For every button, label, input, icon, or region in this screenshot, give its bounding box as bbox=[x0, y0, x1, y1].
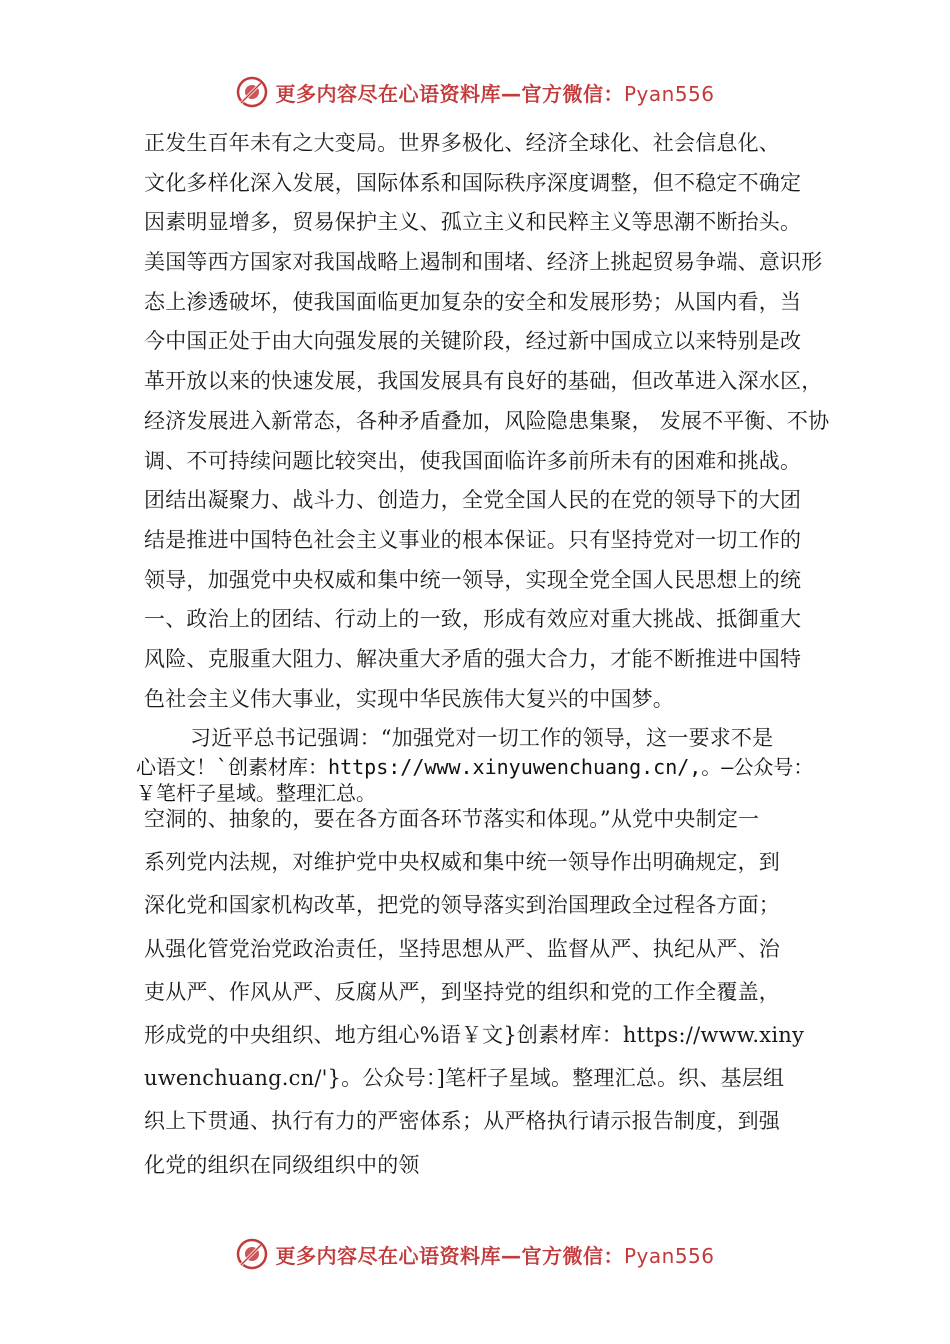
text-line: 织上下贯通、执行有力的严密体系；从严格执行请示报告制度，到强 bbox=[144, 1109, 780, 1134]
text-line: 调、不可持续问题比较突出，使我国面临许多前所未有的困难和挑战。 bbox=[144, 448, 802, 473]
text-line: 团结出凝聚力、战斗力、创造力，全党全国人民的在党的领导下的大团 bbox=[144, 488, 802, 513]
text-line: 因素明显增多，贸易保护主义、孤立主义和民粹主义等思潮不断抬头。 bbox=[144, 210, 802, 235]
text-line: 深化党和国家机构改革，把党的领导落实到治国理政全过程各方面； bbox=[144, 893, 780, 918]
text-line: 美国等西方国家对我国战略上遏制和围堵、经济上挑起贸易争端、意识形 bbox=[144, 250, 823, 275]
document-body bbox=[144, 124, 830, 719]
text-line: 色社会主义伟大事业，实现中华民族伟大复兴的中国梦。 bbox=[144, 686, 674, 711]
text-line: 正发生百年未有之大变局。世界多极化、经济全球化、社会信息化、 bbox=[144, 131, 780, 155]
brand-logo-icon bbox=[235, 1237, 269, 1271]
text-line: 从强化管党治党政治责任，坚持思想从严、监督从严、执纪从严、治 bbox=[144, 936, 780, 961]
document-body-continued bbox=[144, 798, 816, 1187]
indent-paragraph bbox=[144, 719, 816, 759]
text-line-mixed: uwenchuang.cn/'}。公众号：]笔杆子星域。整理汇总。织、基层组 bbox=[144, 1066, 785, 1091]
footer-banner bbox=[0, 1232, 950, 1276]
text-line-mixed: 形成党的中央组织、地方组心%语￥文}创素材库：https://www.xiny bbox=[144, 1022, 805, 1047]
text-line: 经济发展进入新常态，各种矛盾叠加，风险隐患集聚， 发展不平衡、不协 bbox=[144, 408, 830, 433]
text-line: 吏从严、作风从严、反腐从严，到坚持党的组织和党的工作全覆盖， bbox=[144, 979, 780, 1004]
header-banner-text: 更多内容尽在心语资料库—官方微信：Pyan556 bbox=[275, 81, 715, 106]
brand-logo-icon bbox=[235, 75, 269, 109]
text-line: 风险、克服重大阻力、解决重大矛盾的强大合力，才能不断推进中国特 bbox=[144, 646, 802, 671]
text-line: 结是推进中国特色社会主义事业的根本保证。只有坚持党对一切工作的 bbox=[144, 527, 802, 552]
paragraph-start-line: 习近平总书记强调：“加强党对一切工作的领导，这一要求不是 bbox=[190, 726, 774, 750]
text-line: 文化多样化深入发展，国际体系和国际秩序深度调整，但不稳定不确定 bbox=[144, 170, 802, 195]
header-wechat-id: Pyan556 bbox=[623, 81, 715, 106]
text-line: 领导，加强党中央权威和集中统一领导，实现全党全国人民思想上的统 bbox=[144, 567, 802, 592]
text-line: 系列党内法规，对维护党中央权威和集中统一领导作出明确规定，到 bbox=[144, 850, 780, 875]
text-line: 空洞的、抽象的，要在各方面各环节落实和体现。”从党中央制定一 bbox=[144, 807, 760, 831]
text-line: 革开放以来的快速发展，我国发展具有良好的基础，但改革进入深水区， bbox=[144, 369, 823, 394]
text-line: 化党的组织在同级组织中的领 bbox=[144, 1152, 420, 1177]
text-line: 心语文！`创素材库：https://www.xinyuwenchuang.cn/,。—公众号： bbox=[136, 755, 814, 779]
footer-wechat-id: Pyan556 bbox=[623, 1243, 715, 1268]
text-line: 一、政治上的团结、行动上的一致，形成有效应对重大挑战、抵御重大 bbox=[144, 607, 802, 632]
text-line: 今中国正处于由大向强发展的关键阶段，经过新中国成立以来特别是改 bbox=[144, 329, 802, 354]
text-line: ￥笔杆子星域。整理汇总。 bbox=[136, 781, 376, 805]
header-banner bbox=[0, 70, 950, 114]
footer-banner-text: 更多内容尽在心语资料库—官方微信：Pyan556 bbox=[275, 1243, 715, 1268]
text-line: 态上渗透破坏，使我国面临更加复杂的安全和发展形势；从国内看，当 bbox=[144, 289, 802, 314]
